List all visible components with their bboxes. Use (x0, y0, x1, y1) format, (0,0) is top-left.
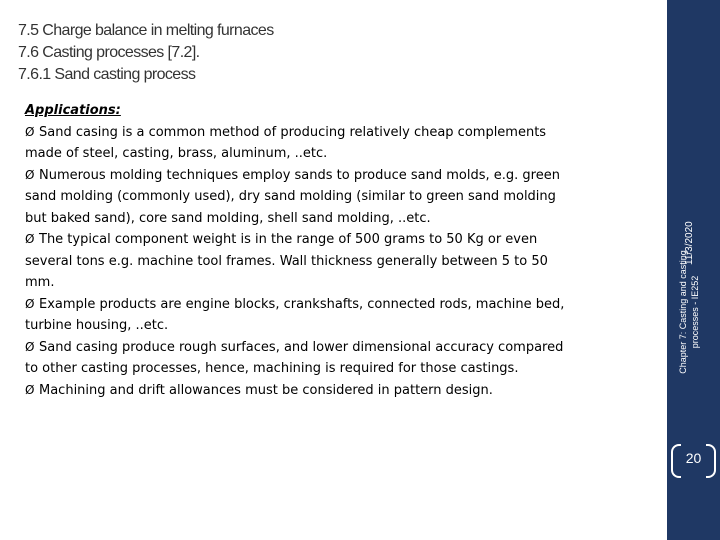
bullet-arrow-icon: Ø (25, 167, 35, 182)
slide-title (18, 20, 638, 86)
bullet-text: Sand casing produce rough surfaces, and lower dimensional accuracy compared to other casting processes, hence, machining is required for those castings. (25, 339, 564, 376)
page-number: 20 (685, 450, 702, 466)
bullet-item (25, 380, 565, 402)
bullet-item (25, 122, 565, 165)
bullet-arrow-icon: Ø (25, 339, 35, 354)
slide-content (25, 100, 565, 401)
bullet-text: Sand casing is a common method of producing relatively cheap complements made of steel, casting, brass, aluminum, ..etc. (25, 124, 547, 161)
title-line-1: 7.5 Charge balance in melting furnaces (18, 22, 274, 39)
bullet-item (25, 337, 565, 380)
bullet-text: Numerous molding techniques employ sands to produce sand molds, e.g. green sand molding (commonly used), dry sand molding (similar to green sand molding but baked sand), core sand molding, shell sand molding, ..etc. (25, 167, 560, 226)
bullet-arrow-icon: Ø (25, 232, 35, 246)
bullet-item (25, 229, 565, 294)
bullet-text: Machining and drift allowances must be considered in pattern design. (39, 382, 493, 398)
page-number-box (667, 440, 720, 480)
bullet-arrow-icon: Ø (25, 382, 35, 397)
applications-heading: Applications: (25, 103, 121, 118)
bullet-text: The typical component weight is in the range of 500 grams to 50 Kg or even several tons e.g. machine tool frames. Wall thickness generally between 5 to 50 mm. (25, 232, 548, 290)
title-line-3: 7.6.1 Sand casting process (18, 66, 196, 83)
bullet-text: Example products are engine blocks, crankshafts, connected rods, machine bed, turbine housing, ..etc. (25, 296, 565, 333)
bullet-item (25, 165, 565, 230)
bullet-item (25, 294, 565, 337)
bullet-arrow-icon: Ø (25, 124, 35, 139)
bullet-arrow-icon: Ø (25, 296, 35, 311)
sidebar-chapter-label: Chapter 7: Casting and casting processes - IE252 (678, 250, 700, 374)
sidebar-date: 11/3/2020 (684, 221, 695, 265)
title-line-2: 7.6 Casting processes [7.2]. (18, 44, 200, 61)
